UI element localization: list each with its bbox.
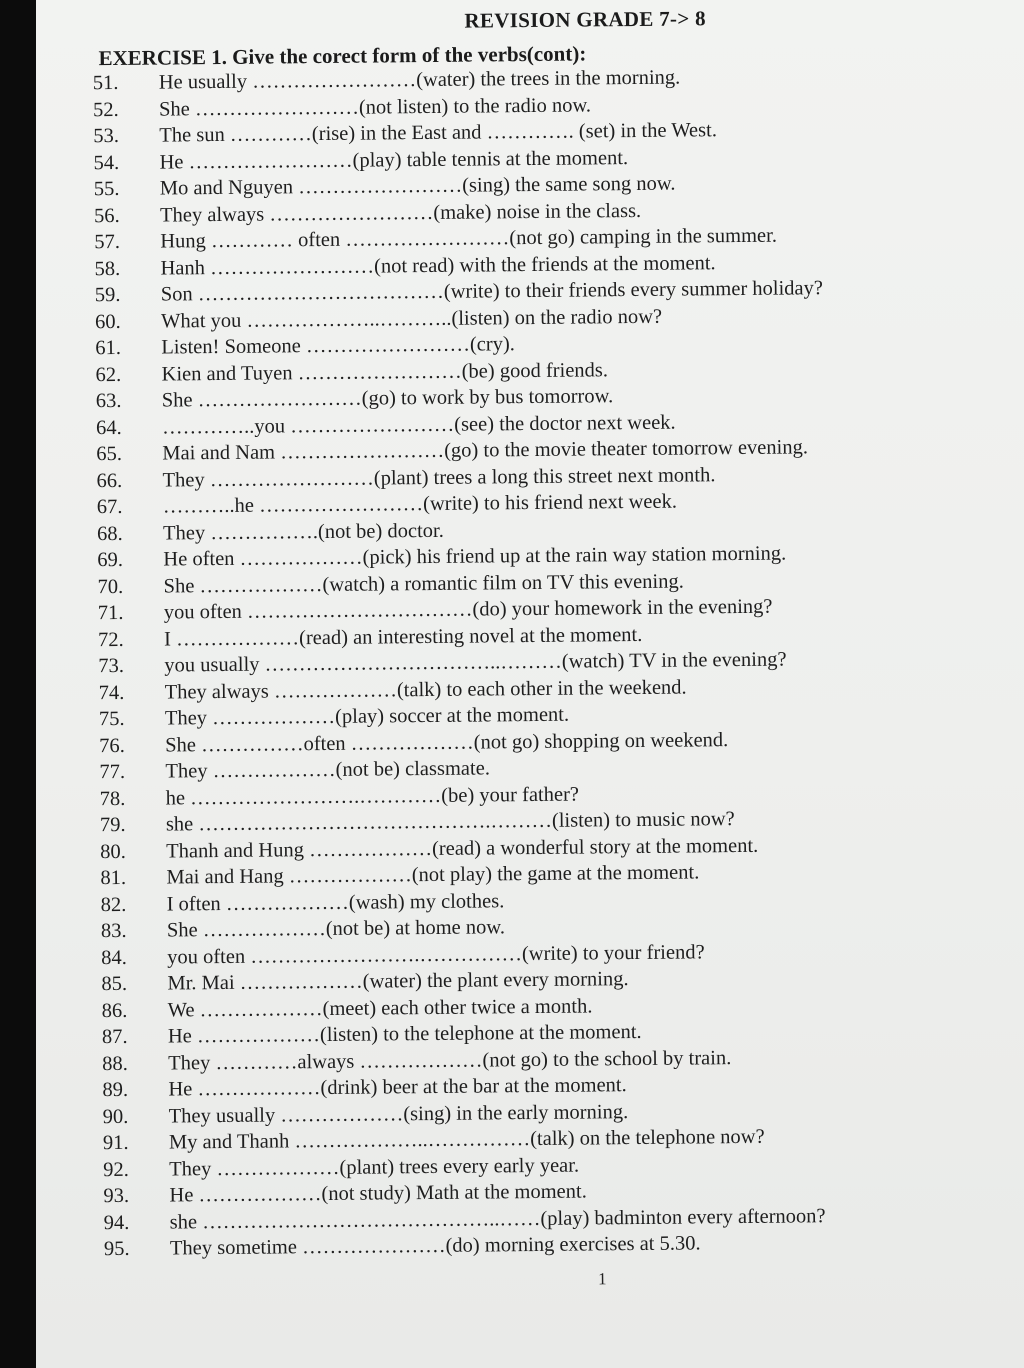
item-number: 63.	[95, 389, 122, 413]
item-number: 65.	[96, 442, 123, 466]
item-number: 60.	[94, 310, 121, 333]
paper-sheet	[36, 0, 1024, 1368]
exercise-heading: EXERCISE 1. Give the corect form of the verbs(cont):	[98, 41, 587, 71]
item-number: 85.	[101, 972, 128, 996]
item-sentence: My and Thanh ………………..……………(talk) on the telephone now?	[168, 1125, 765, 1154]
item-sentence: They usually ………………(sing) in the early morning.	[168, 1100, 629, 1128]
item-sentence: They ……………………(plant) trees a long this street next month.	[162, 463, 716, 492]
item-sentence: He ……………………(play) table tennis at the moment.	[159, 146, 629, 174]
item-sentence: They ………………(plant) trees every early year.	[169, 1154, 580, 1181]
page-number: 1	[597, 1269, 607, 1289]
item-sentence: I often ………………(wash) my clothes.	[166, 889, 505, 916]
item-sentence: Hanh ……………………(not read) with the friends at the moment.	[160, 251, 716, 280]
item-number: 53.	[93, 124, 120, 148]
item-number: 54.	[93, 151, 120, 174]
item-sentence: They always ……………………(make) noise in the class.	[159, 199, 642, 227]
item-number: 68.	[96, 522, 123, 545]
item-sentence: He ………………(not study) Math at the moment.	[169, 1180, 587, 1207]
item-sentence: you usually ……………………………..………(watch) TV in the evening?	[164, 648, 787, 677]
item-sentence: He ………………(listen) to the telephone at the moment.	[167, 1020, 642, 1048]
item-number: 82.	[100, 893, 127, 916]
item-sentence: They sometime …………………(do) morning exercises at 5.30.	[169, 1232, 701, 1260]
item-sentence: you often …………………….……………(write) to your friend?	[167, 940, 705, 969]
item-number: 56.	[93, 204, 120, 227]
item-number: 58.	[94, 257, 121, 280]
item-sentence: Son ………………………………(write) to their friends every summer holiday?	[160, 277, 824, 306]
item-number: 77.	[99, 760, 126, 784]
item-sentence: …………..you ……………………(see) the doctor next week.	[161, 411, 676, 439]
item-number: 69.	[97, 548, 124, 572]
item-number: 80.	[100, 840, 126, 863]
item-sentence: She ……………often ………………(not go) shopping on weekend.	[165, 728, 729, 757]
item-number: 74.	[98, 681, 125, 704]
item-number: 91.	[102, 1131, 129, 1155]
item-sentence: He ………………(drink) beer at the bar at the moment.	[168, 1074, 627, 1101]
item-number: 88.	[102, 1052, 128, 1075]
item-sentence: Kien and Tuyen ……………………(be) good friends.	[161, 358, 609, 386]
item-sentence: They …………always ………………(not go) to the school by train.	[168, 1046, 732, 1075]
item-number: 62.	[95, 363, 122, 386]
item-number: 87.	[101, 1025, 128, 1049]
item-number: 89.	[102, 1078, 129, 1102]
item-number: 76.	[99, 734, 125, 757]
item-number: 71.	[97, 601, 124, 625]
item-sentence: She ……………………(not listen) to the radio now.	[158, 93, 592, 121]
item-sentence: Mr. Mai ………………(water) the plant every morning.	[167, 968, 629, 995]
item-number: 70.	[97, 575, 124, 598]
item-number: 66.	[96, 469, 123, 492]
item-sentence: They ………………(not be) classmate.	[165, 757, 490, 783]
item-number: 73.	[98, 654, 125, 678]
item-number: 67.	[96, 495, 123, 519]
item-sentence: He usually ……………………(water) the trees in the morning.	[158, 66, 681, 94]
item-sentence: They ………………(play) soccer at the moment.	[164, 703, 570, 730]
item-sentence: Mai and Nam ……………………(go) to the movie theater tomorrow evening.	[162, 436, 809, 465]
item-sentence: she ……………………………………..……(play) badminton every afternoon?	[169, 1204, 826, 1234]
item-number: 61.	[95, 336, 122, 360]
item-number: 84.	[101, 946, 127, 969]
item-number: 75.	[98, 707, 125, 731]
item-sentence: What you ………………..………..(listen) on the radio now?	[160, 305, 663, 333]
item-number: 59.	[94, 283, 121, 307]
item-sentence: They …………….(not be) doctor.	[162, 519, 444, 545]
item-sentence: I ………………(read) an interesting novel at the moment.	[164, 623, 643, 651]
item-number: 78.	[99, 787, 126, 810]
item-number: 72.	[98, 628, 124, 651]
item-number: 52.	[92, 98, 119, 121]
item-number: 92.	[103, 1158, 129, 1181]
item-number: 86.	[101, 999, 128, 1022]
item-sentence: Hung ………… often ……………………(not go) camping in the summer.	[160, 224, 778, 253]
item-sentence: she …………………………………….………(listen) to music now?	[165, 808, 735, 836]
item-number: 51.	[92, 71, 119, 95]
item-number: 79.	[99, 813, 126, 837]
item-sentence: She ………………(not be) at home now.	[166, 916, 506, 942]
page-title: REVISION GRADE 7-> 8	[464, 6, 707, 33]
item-number: 83.	[100, 919, 127, 943]
item-sentence: Mai and Hang ………………(not play) the game at the moment.	[166, 861, 700, 889]
item-sentence: She ………………(watch) a romantic film on TV this evening.	[163, 570, 684, 598]
item-sentence: Mo and Nguyen ……………………(sing) the same song now.	[159, 172, 676, 200]
item-sentence: He often ………………(pick) his friend up at the rain way station morning.	[163, 542, 787, 571]
item-number: 64.	[95, 416, 122, 439]
item-sentence: She ……………………(go) to work by bus tomorrow.	[161, 385, 614, 412]
item-sentence: They always ………………(talk) to each other in the weekend.	[164, 676, 687, 704]
item-number: 81.	[100, 866, 127, 890]
item-number: 95.	[103, 1237, 130, 1261]
item-sentence: you often ……………………………(do) your homework in the evening?	[163, 595, 773, 624]
item-sentence: Thanh and Hung ………………(read) a wonderful story at the moment.	[166, 834, 759, 863]
item-sentence: We ………………(meet) each other twice a month.	[167, 994, 593, 1022]
worksheet-content	[36, 0, 1024, 1368]
item-sentence: he …………………….…………(be) your father?	[165, 783, 580, 810]
item-number: 90.	[102, 1105, 129, 1128]
item-number: 57.	[94, 230, 121, 254]
item-sentence: Listen! Someone ……………………(cry).	[161, 333, 515, 359]
exercise-list	[37, 63, 1024, 1265]
item-sentence: The sun …………(rise) in the East and …………. (set) in the West.	[159, 119, 718, 147]
item-number: 93.	[103, 1184, 130, 1208]
item-number: 94.	[103, 1211, 130, 1234]
item-number: 55.	[93, 177, 120, 201]
item-sentence: ………..he ……………………(write) to his friend next week.	[162, 490, 678, 518]
